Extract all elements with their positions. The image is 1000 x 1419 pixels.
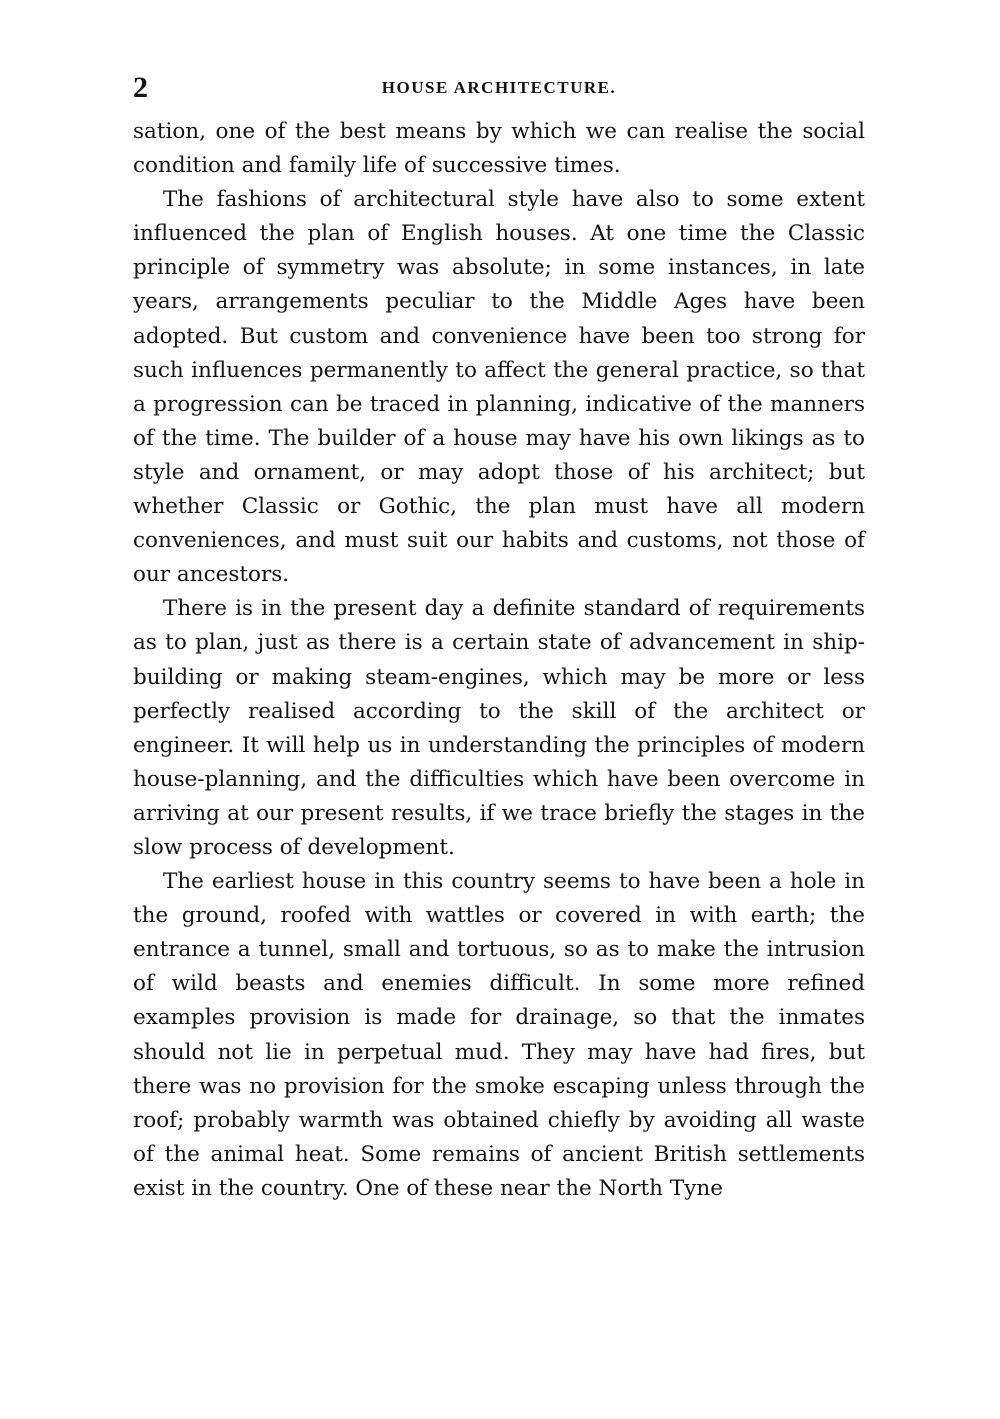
paragraph-earliest-house: The earliest house in this country seems to have been a hole in the ground, roofed with wattles or covered in with earth; the entrance a tunnel, small and tortuous, so as to make the intrusion of wild beasts and enemies difficult. In some more refined examples provision is made for drainage, so that the inmates should not lie in perpetual mud. They may have had fires, but there was no provision for the smoke escaping unless through the roof; probably warmth was obtained chiefly by avoiding all waste of the animal heat. Some remains of ancient British settlements exist in the country. One of these near the North Tyne	[133, 869, 865, 1201]
running-head	[133, 70, 865, 106]
paragraph-continued: sation, one of the best means by which we can realise the social condition and family life of successive times.	[133, 119, 865, 179]
paragraph-architectural-fashions: The fashions of architectural style have also to some extent influenced the plan of English houses. At one time the Classic principle of symmetry was absolute; in some instances, in late years, arrangements peculiar to the Middle Ages have been adopted. But custom and convenience have been too strong for such influences permanently to affect the general practice, so that a progression can be traced in planning, indicative of the manners of the time. The builder of a house may have his own likings as to style and ornament, or may adopt those of his architect; but whether Classic or Gothic, the plan must have all modern conveniences, and must suit our habits and customs, not those of our ancestors.	[133, 187, 865, 588]
page-number: 2	[133, 71, 148, 104]
body-text	[133, 115, 865, 1206]
paragraph-standard-requirements: There is in the present day a definite standard of requirements as to plan, just as there is a certain state of advancement in ship-building or making steam-engines, which may be more or less perfectly realised according to the skill of the architect or engineer. It will help us in understanding the principles of modern house-planning, and the difficulties which have been overcome in arriving at our present results, if we trace briefly the stages in the slow process of development.	[133, 596, 865, 860]
running-title: HOUSE ARCHITECTURE.	[381, 78, 617, 97]
